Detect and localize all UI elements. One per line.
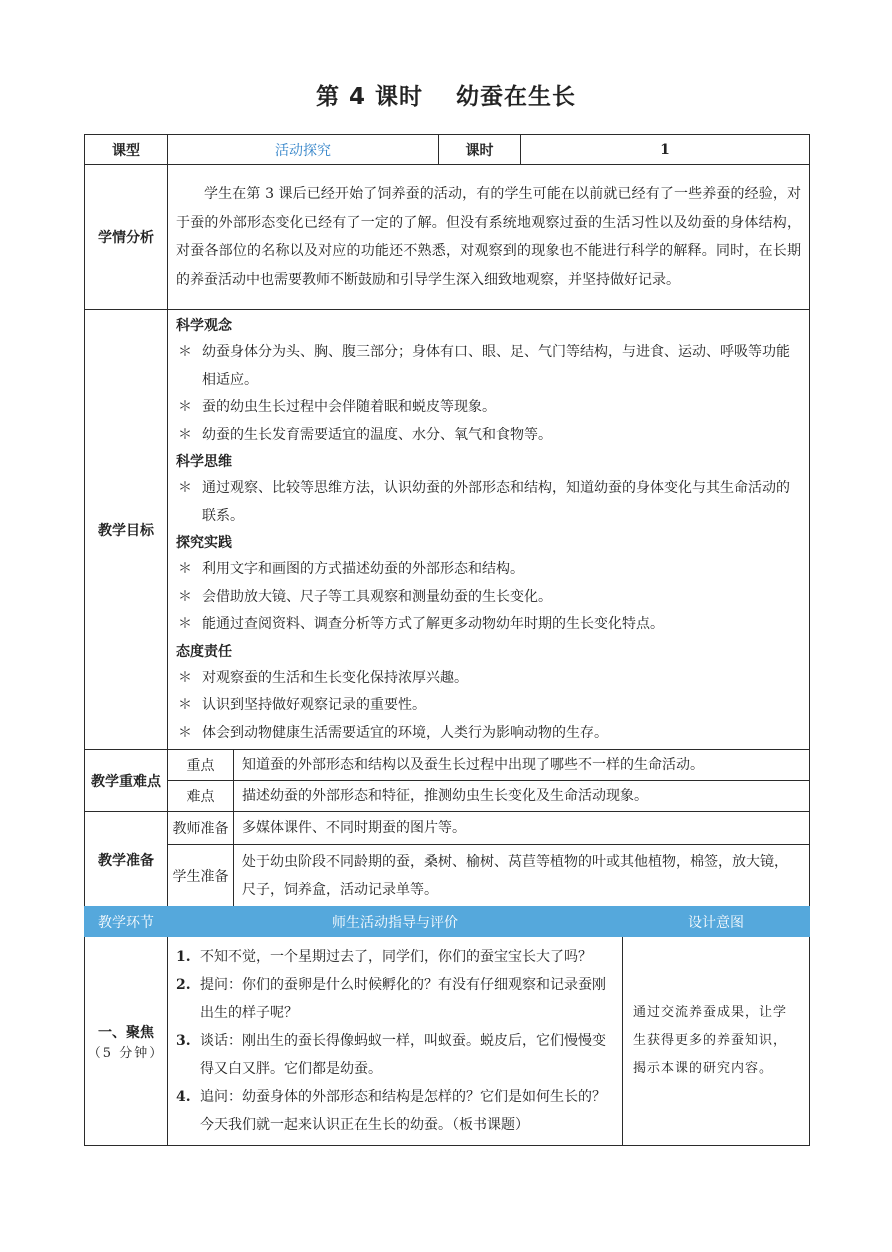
- star-icon: ＊: [178, 399, 192, 415]
- student-prep-row: [85, 845, 810, 908]
- type-label: 课型: [85, 135, 168, 165]
- goal-item: ＊ 认识到坚持做好观察记录的重要性。: [176, 692, 801, 720]
- goal-item: ＊ 体会到动物健康生活需要适宜的环境，人类行为影响动物的生存。: [176, 720, 801, 748]
- prep-label: 教学准备: [85, 812, 168, 908]
- difficulty-row: [85, 781, 810, 812]
- star-icon: ＊: [178, 588, 192, 605]
- goal-item: ＊ 会借助放大镜、尺子等工具观察和测量幼蚕的生长变化。: [176, 584, 801, 612]
- goals-row: [85, 310, 810, 750]
- step-focus-row: [85, 937, 810, 1146]
- goal-item: ＊ 对观察蚕的生活和生长变化保持浓厚兴趣。: [176, 665, 801, 693]
- difficulty-text: 描述幼蚕的外部形态和特征，推测幼虫生长变化及生命活动现象。: [234, 781, 810, 812]
- student-prep-label: 学生准备: [168, 845, 234, 908]
- process-header-row: [85, 907, 810, 937]
- goal-heading-attitude: 态度责任: [176, 643, 232, 660]
- step-focus-intent: 通过交流养蚕成果，让学生获得更多的养蚕知识，揭示本课的研究内容。: [623, 937, 810, 1146]
- star-icon: ＊: [178, 697, 192, 713]
- teacher-prep-row: [85, 812, 810, 845]
- step-focus-title: 一、聚焦: [98, 1024, 154, 1041]
- process-header-activity: 师生活动指导与评价: [168, 907, 623, 937]
- goal-heading-practice: 探究实践: [176, 535, 232, 551]
- hours-label: 课时: [439, 135, 521, 165]
- star-icon: ＊: [178, 561, 192, 577]
- key-point-text: 知道蚕的外部形态和结构以及蚕生长过程中出现了哪些不一样的生命活动。: [234, 750, 810, 781]
- activity-item: 3. 谈话：刚出生的蚕长得像蚂蚁一样，叫蚁蚕。蜕皮后，它们慢慢变得又白又胖。它们都是幼蚕。: [176, 1033, 606, 1077]
- keypoints-label: 教学重难点: [85, 750, 168, 812]
- step-focus-name: [85, 937, 168, 1146]
- page-title: 第 4 课时 幼蚕在生长: [315, 84, 577, 110]
- star-icon: ＊: [178, 616, 192, 632]
- process-header-step: 教学环节: [85, 907, 168, 937]
- student-prep-text: 处于幼虫阶段不同龄期的蚕，桑树、榆树、莴苣等植物的叶或其他植物，棉签，放大镜，尺子，饲养盒，活动记录单等。: [234, 845, 810, 908]
- analysis-label: 学情分析: [85, 165, 168, 310]
- type-row: [85, 135, 810, 165]
- activity-item: 1. 不知不觉，一个星期过去了，同学们，你们的蚕宝宝长大了吗？: [176, 949, 592, 965]
- goal-item: ＊ 幼蚕身体分为头、胸、腹三部分；身体有口、眼、足、气门等结构，与进食、运动、呼吸等功能相适应。: [176, 339, 801, 394]
- teacher-prep-label: 教师准备: [168, 812, 234, 845]
- key-point-row: [85, 750, 810, 781]
- goals-content: [168, 310, 810, 750]
- difficulty-label: 难点: [168, 781, 234, 812]
- star-icon: ＊: [178, 724, 192, 741]
- type-value: 活动探究: [168, 135, 439, 165]
- analysis-text: 学生在第 3 课后已经开始了饲养蚕的活动，有的学生可能在以前就已经有了一些养蚕的经验，对于蚕的外部形态变化已经有了一定的了解。但没有系统地观察过蚕的生活习性以及幼蚕的身体结构，对蚕各部位的名称以及对应的功能还不熟悉，对观察到的现象也不能进行科学的解释。同时，在长期的养蚕活动中也需要教师不断鼓励和引导学生深入细致地观察，并坚持做好记录。: [168, 165, 810, 310]
- key-point-label: 重点: [168, 750, 234, 781]
- goal-item: ＊ 蚕的幼虫生长过程中会伴随着眠和蜕皮等现象。: [176, 394, 801, 422]
- star-icon: ＊: [178, 426, 192, 443]
- process-header-intent: 设计意图: [623, 907, 810, 937]
- star-icon: ＊: [178, 669, 192, 686]
- goal-heading-thinking: 科学思维: [176, 454, 232, 470]
- goal-item: ＊ 利用文字和画图的方式描述幼蚕的外部形态和结构。: [176, 556, 801, 584]
- star-icon: ＊: [178, 480, 192, 496]
- goals-label: 教学目标: [85, 310, 168, 750]
- activity-item: 4. 追问：幼蚕身体的外部形态和结构是怎样的？它们是如何生长的？今天我们就一起来认识正在生长的幼蚕。（板书课题）: [176, 1089, 606, 1133]
- goal-item: ＊ 幼蚕的生长发育需要适宜的温度、水分、氧气和食物等。: [176, 422, 801, 450]
- goal-item: ＊ 能通过查阅资料、调查分析等方式了解更多动物幼年时期的生长变化特点。: [176, 611, 801, 639]
- teacher-prep-text: 多媒体课件、不同时期蚕的图片等。: [234, 812, 810, 845]
- analysis-row: [85, 165, 810, 310]
- step-focus-duration: （5 分钟）: [87, 1045, 165, 1061]
- lesson-info-table: [84, 134, 810, 908]
- goal-item: ＊ 通过观察、比较等思维方法，认识幼蚕的外部形态和结构，知道幼蚕的身体变化与其生命活动的联系。: [176, 475, 801, 530]
- hours-value: 1: [521, 135, 810, 165]
- step-focus-activities: [168, 937, 623, 1146]
- process-table: [84, 906, 810, 1146]
- activity-item: 2. 提问：你们的蚕卵是什么时候孵化的？有没有仔细观察和记录蚕刚出生的样子呢？: [176, 977, 606, 1021]
- goal-heading-concept: 科学观念: [176, 318, 232, 334]
- star-icon: ＊: [178, 344, 192, 360]
